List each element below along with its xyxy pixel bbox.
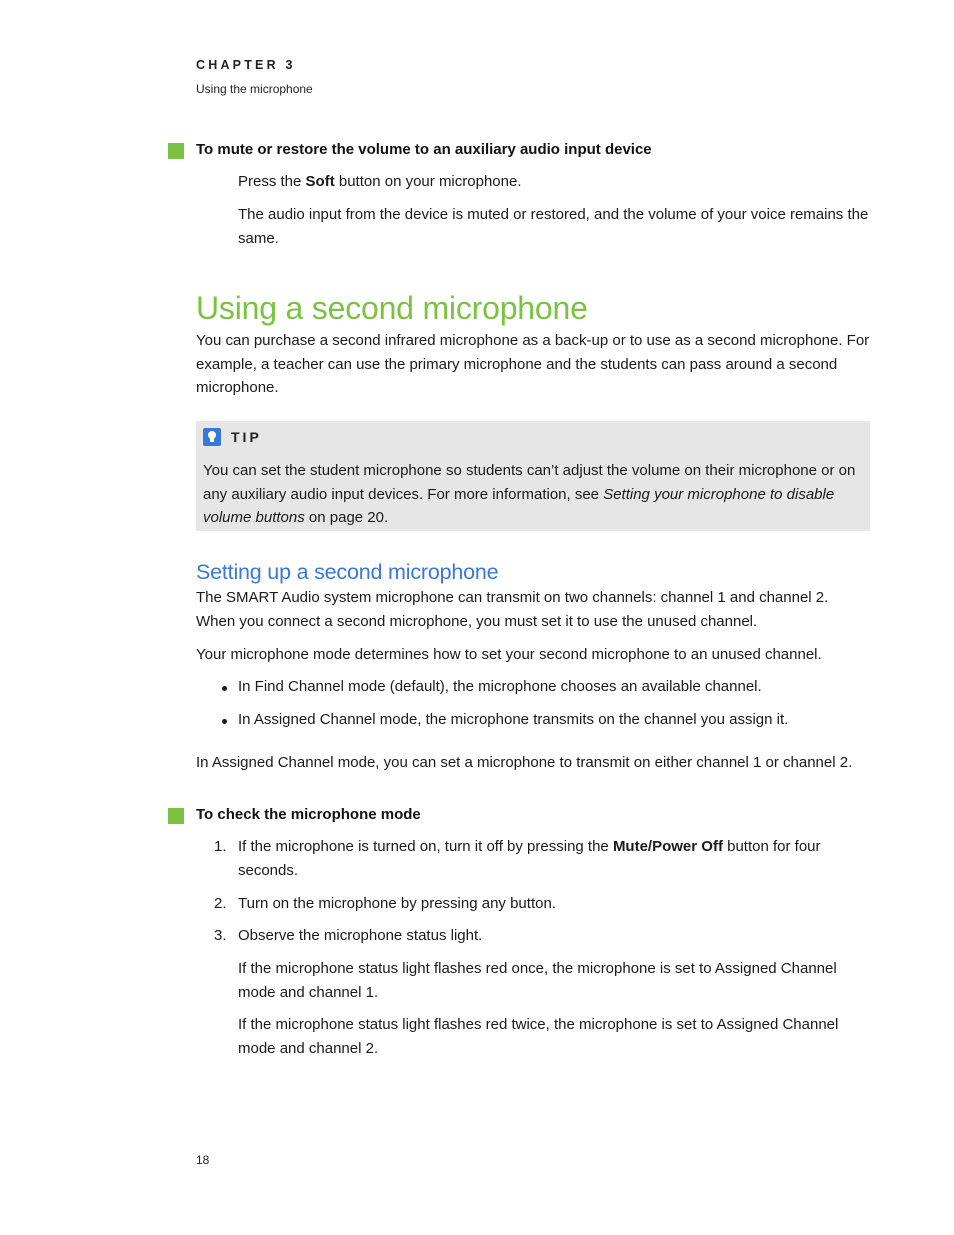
step-text: button on your microphone. [334,173,522,190]
procedure-heading: To check the microphone mode [196,806,421,823]
chapter-subtitle: Using the microphone [196,82,313,96]
procedure-step: Turn on the microphone by pressing any button. [238,895,556,912]
list-item: In Assigned Channel mode, the microphone transmits on the channel you assign it. [238,711,789,728]
subsection-title: Setting up a second microphone [196,560,499,584]
subsection-paragraph: The SMART Audio system microphone can transmit on two channels: channel 1 and channel 2. When you connect a second microphone, you must set it to use the unused channel. [196,589,829,630]
bullet-icon [222,686,227,691]
bullet-icon [222,719,227,724]
procedure-marker-icon [168,143,184,159]
procedure-heading: To mute or restore the volume to an auxiliary audio input device [196,141,652,158]
section-title: Using a second microphone [196,290,588,326]
step-number: 3. [214,927,227,944]
page-number: 18 [196,1153,210,1167]
subsection-paragraph: In Assigned Channel mode, you can set a microphone to transmit on either channel 1 or channel 2. [196,754,853,771]
tip-label: TIP [231,429,262,445]
tip-text [203,459,863,530]
list-item: In Find Channel mode (default), the microphone chooses an available channel. [238,678,762,695]
mute-power-off-button-label: Mute/Power Off [612,838,723,855]
tip-text-part: You can set the student microphone so students can’t adjust the volume on their microphone or on any auxiliary audio input devices. For more information, see [203,462,856,503]
section-intro: You can purchase a second infrared microphone as a back-up or to use as a second microphone. For example, a teacher can use the primary microphone and the students can pass around a second microphone. [196,332,870,396]
step-text: button for four seconds. [238,838,821,879]
procedure-step [238,835,838,882]
chapter-label: CHAPTER 3 [196,58,296,72]
tip-text-part: on page 20. [304,509,389,526]
procedure-result: If the microphone status light flashes red once, the microphone is set to Assigned Channel mode and channel 1. [238,960,837,1001]
subsection-paragraph: Your microphone mode determines how to set your second microphone to an unused channel. [196,646,822,663]
procedure-result: The audio input from the device is muted or restored, and the volume of your voice remains the same. [238,206,869,247]
soft-button-label: Soft [305,173,335,190]
tip-reference-link[interactable]: Setting your microphone to disable volume buttons [203,485,835,526]
step-number: 2. [214,895,227,912]
procedure-step [238,170,870,194]
step-text: If the microphone is turned on, turn it off by pressing the [238,838,613,855]
step-number: 1. [214,838,227,855]
procedure-result: If the microphone status light flashes red twice, the microphone is set to Assigned Channel mode and channel 2. [238,1016,839,1057]
procedure-marker-icon [168,808,184,824]
step-text: Press the [238,173,306,190]
lightbulb-icon [203,428,221,446]
procedure-step: Observe the microphone status light. [238,927,483,944]
